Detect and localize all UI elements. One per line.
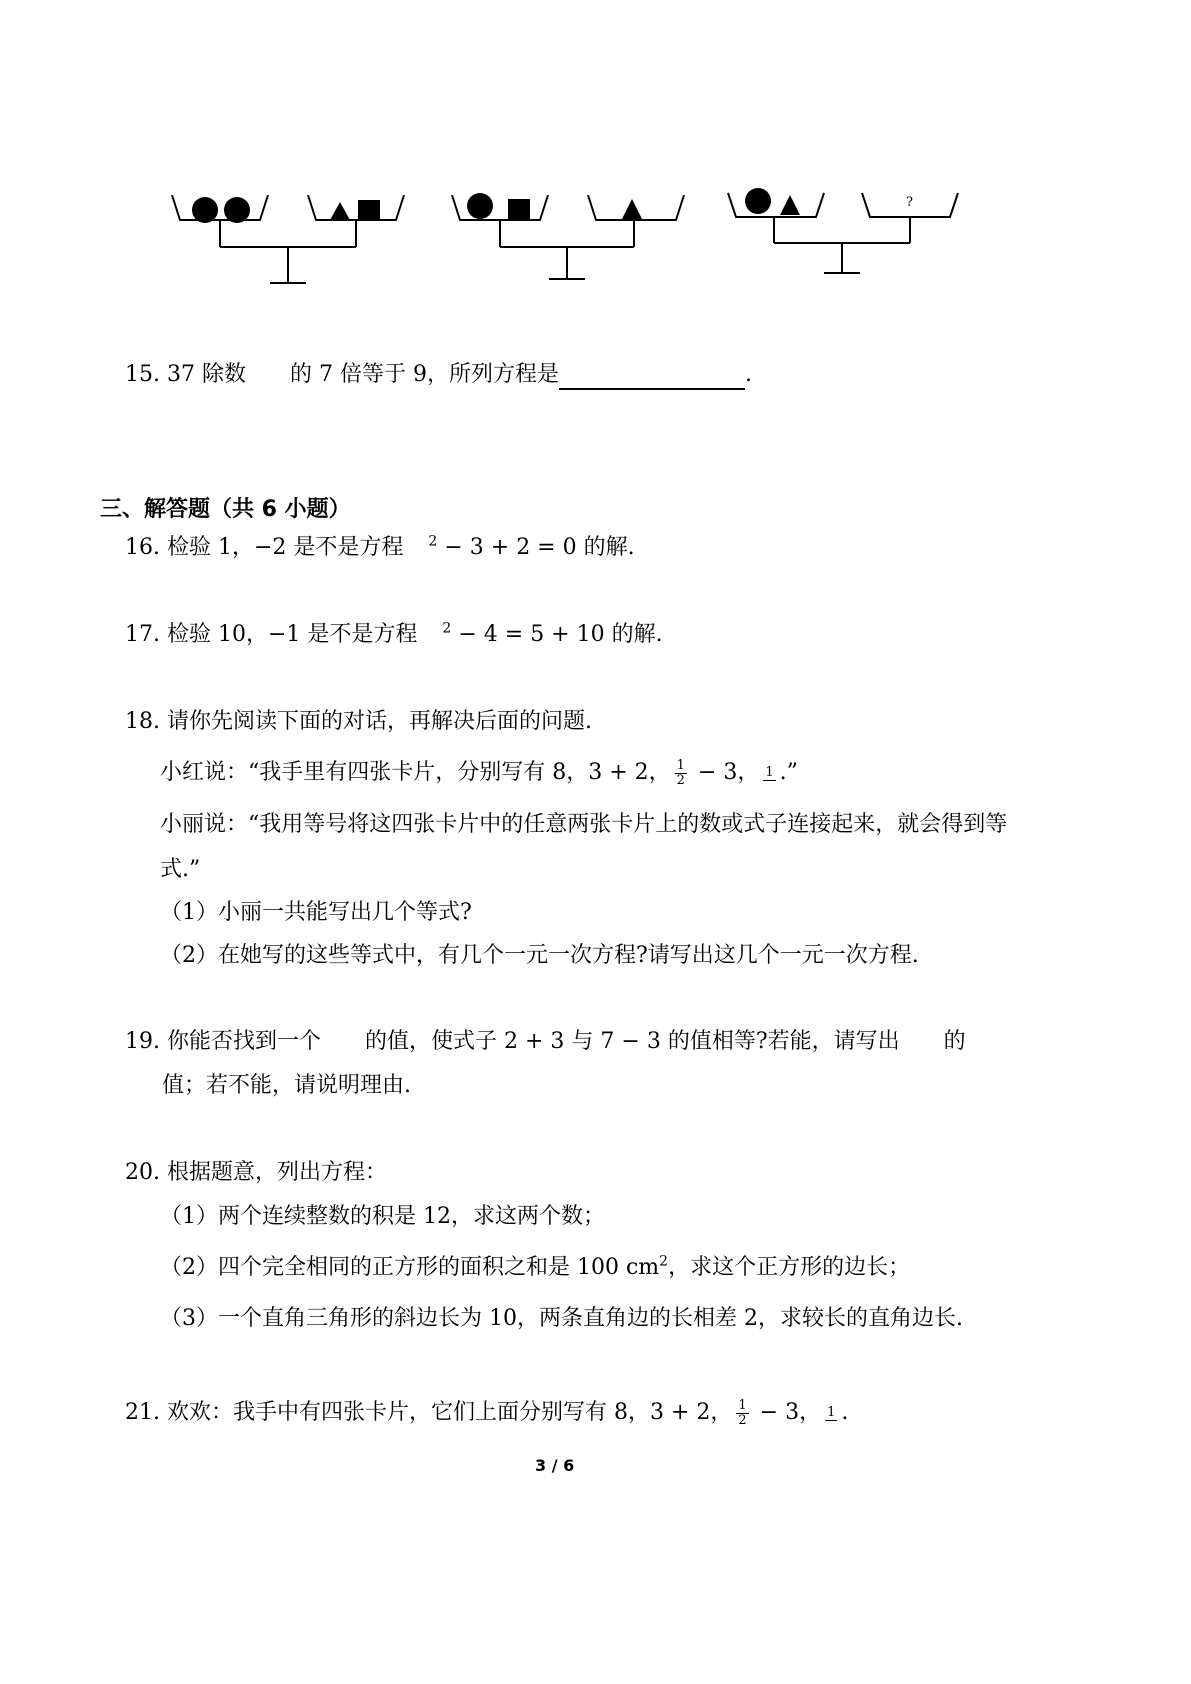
question-number: 17. bbox=[125, 622, 160, 647]
question-text: 的值，使式子 2 + 3 与 7 − 3 的值相等?若能，请写出 bbox=[365, 1029, 900, 1054]
triangle-icon bbox=[622, 199, 642, 219]
circle-icon bbox=[224, 197, 250, 223]
question-text: 请你先阅读下面的对话，再解决后面的问题. bbox=[167, 709, 592, 734]
fraction: 1 bbox=[765, 764, 774, 780]
question-text: 37 除数 bbox=[167, 362, 246, 387]
dialogue-xiaohong bbox=[160, 758, 798, 788]
question-text: 欢欢：我手中有四张卡片，它们上面分别写有 8，3 + 2， bbox=[167, 1400, 733, 1425]
fraction: $\frac{1}{2}$ bbox=[676, 757, 685, 788]
question-text: ，求这个正方形的边长； bbox=[668, 1255, 911, 1280]
dialogue-text: − 3， bbox=[690, 760, 760, 785]
circle-icon bbox=[192, 197, 218, 223]
question-number: 19. bbox=[125, 1029, 160, 1054]
fraction: $\frac{1}{2}$ bbox=[738, 1397, 747, 1428]
circle-icon bbox=[467, 193, 493, 219]
question-17 bbox=[125, 620, 663, 650]
question-16 bbox=[125, 533, 635, 563]
question-19-line2: 值；若不能，请说明理由. bbox=[162, 1073, 411, 1098]
question-19 bbox=[125, 1027, 966, 1057]
triangle-icon bbox=[330, 202, 350, 220]
question-20 bbox=[125, 1158, 387, 1188]
question-number: 18. bbox=[125, 709, 160, 734]
superscript: 2 bbox=[442, 620, 452, 637]
question-text: − 3 + 2 = 0 的解. bbox=[444, 535, 635, 560]
question-text: . bbox=[744, 362, 752, 387]
question-text: . bbox=[841, 1400, 849, 1425]
question-number: 20. bbox=[125, 1160, 160, 1185]
question-text: 你能否找到一个 bbox=[167, 1029, 322, 1054]
question-text: 的 7 倍等于 9，所列方程是 bbox=[290, 362, 559, 387]
dialogue-xiaoli-line2: 式.” bbox=[160, 857, 201, 882]
sub-question-3: （3）一个直角三角形的斜边长为 10，两条直角边的长相差 2，求较长的直角边长. bbox=[160, 1306, 963, 1331]
dialogue-xiaoli-line1: 小丽说：“我用等号将这四张卡片中的任意两张卡片上的数或式子连接起来，就会得到等 bbox=[160, 812, 1008, 837]
question-text: − 3， bbox=[752, 1400, 822, 1425]
question-number: 21. bbox=[125, 1400, 160, 1425]
question-text: 检验 10，−1 是不是方程 bbox=[167, 622, 418, 647]
question-mark: ? bbox=[906, 195, 913, 210]
question-21 bbox=[125, 1398, 848, 1428]
superscript: 2 bbox=[428, 533, 438, 550]
sub-question-1: （1）小丽一共能写出几个等式? bbox=[160, 900, 472, 925]
page-number: 3 / 6 bbox=[535, 1456, 575, 1475]
sub-question-2: （2）在她写的这些等式中，有几个一元一次方程?请写出这几个一元一次方程. bbox=[160, 943, 919, 968]
fraction: 1 bbox=[827, 1404, 836, 1420]
question-text: 检验 1，−2 是不是方程 bbox=[167, 535, 404, 560]
section-title: 三、解答题（共 6 小题） bbox=[100, 497, 351, 522]
question-text: 根据题意，列出方程： bbox=[167, 1160, 388, 1185]
balance-scales-figure bbox=[160, 175, 980, 300]
question-15 bbox=[125, 360, 752, 390]
dialogue-text: 小红说：“我手里有四张卡片，分别写有 8，3 + 2， bbox=[160, 760, 671, 785]
dialogue-text: .” bbox=[779, 760, 798, 785]
square-icon bbox=[508, 199, 530, 219]
circle-icon bbox=[745, 188, 771, 214]
question-text: − 4 = 5 + 10 的解. bbox=[458, 622, 663, 647]
triangle-icon bbox=[780, 195, 800, 215]
question-text: 的 bbox=[943, 1029, 966, 1054]
superscript: 2 bbox=[659, 1253, 669, 1270]
answer-blank bbox=[559, 366, 745, 390]
question-18 bbox=[125, 707, 592, 737]
square-icon bbox=[358, 200, 380, 220]
sub-question-2 bbox=[160, 1253, 910, 1283]
question-number: 15. bbox=[125, 362, 160, 387]
question-number: 16. bbox=[125, 535, 160, 560]
sub-question-1: （1）两个连续整数的积是 12，求这两个数； bbox=[160, 1204, 605, 1229]
question-text: （2）四个完全相同的正方形的面积之和是 100 cm bbox=[160, 1255, 660, 1280]
